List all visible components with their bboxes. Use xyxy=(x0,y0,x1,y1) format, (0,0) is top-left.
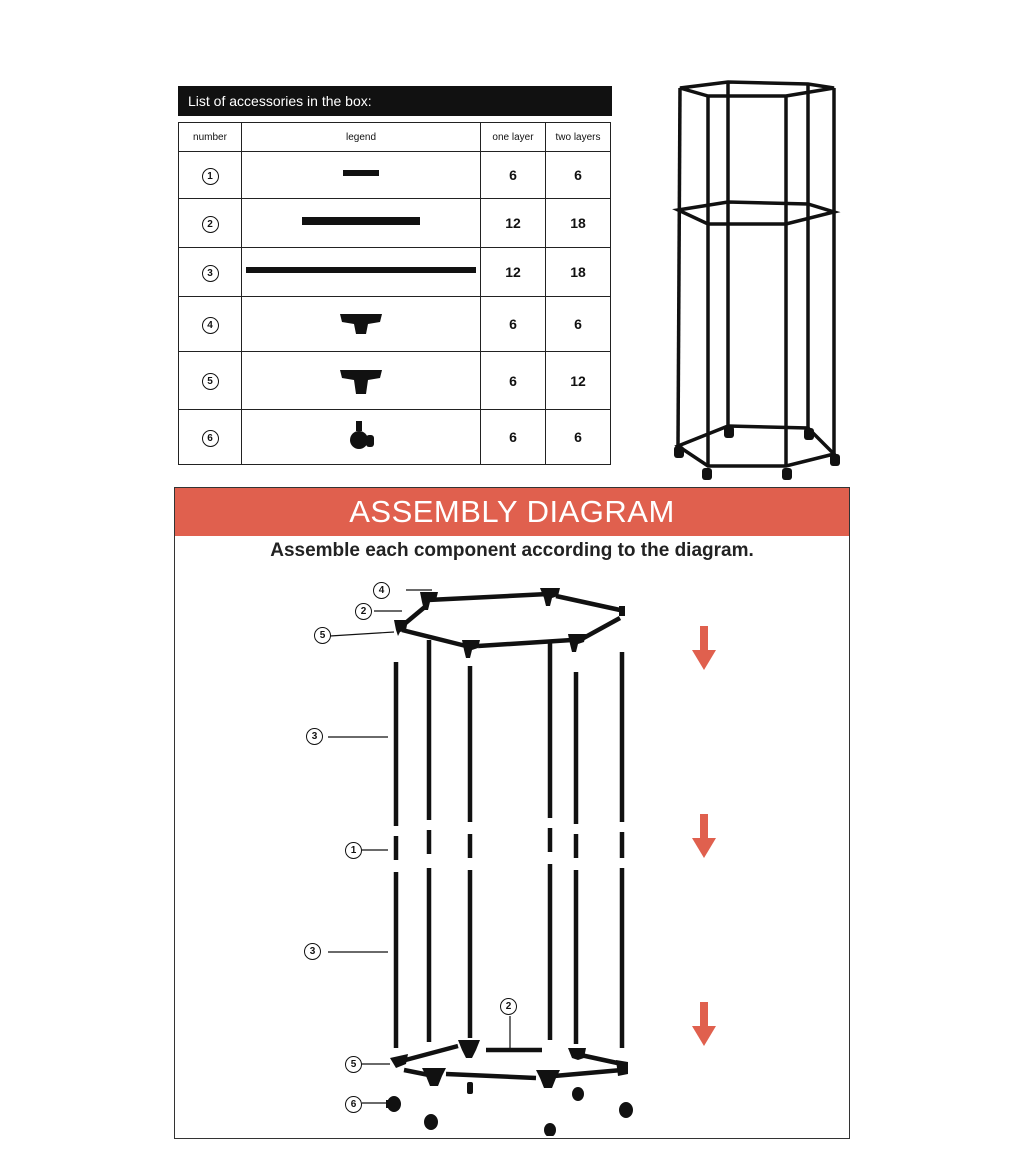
one-layer-count: 6 xyxy=(481,352,546,410)
callout-connector-5-top: 5 xyxy=(314,627,331,644)
table-row xyxy=(179,297,611,352)
top-connector-icon xyxy=(242,300,480,344)
table-row xyxy=(179,352,611,410)
assembled-rack-illustration xyxy=(668,74,848,486)
mid-connector-icon xyxy=(242,356,480,400)
one-layer-count: 12 xyxy=(481,248,546,297)
callout-tube-3-lower: 3 xyxy=(304,943,321,960)
table-row xyxy=(179,248,611,297)
one-layer-count: 6 xyxy=(481,410,546,465)
part-number: 2 xyxy=(202,216,219,233)
callout-connector-5-bottom: 5 xyxy=(345,1056,362,1073)
one-layer-count: 12 xyxy=(481,199,546,248)
header-number: number xyxy=(179,123,242,152)
callout-tube-3-upper: 3 xyxy=(306,728,323,745)
assembly-subtitle: Assemble each component according to the diagram. xyxy=(270,540,754,561)
table-row xyxy=(179,410,611,465)
header-legend: legend xyxy=(242,123,481,152)
medium-tube-icon xyxy=(242,201,480,241)
callout-tube-2-bottom: 2 xyxy=(500,998,517,1015)
assembly-title: ASSEMBLY DIAGRAM xyxy=(175,488,849,536)
part-number: 6 xyxy=(202,430,219,447)
header-two-layers: two layers xyxy=(546,123,611,152)
caster-wheel-icon xyxy=(242,413,480,457)
part-number: 4 xyxy=(202,317,219,334)
long-tube-icon xyxy=(242,250,480,290)
table-row xyxy=(179,152,611,199)
part-number: 1 xyxy=(202,168,219,185)
callout-tube-2-top: 2 xyxy=(355,603,372,620)
short-tube-icon xyxy=(242,153,480,193)
table-header-row xyxy=(179,123,611,152)
callout-connector-4: 4 xyxy=(373,582,390,599)
callout-tube-1: 1 xyxy=(345,842,362,859)
accessories-table xyxy=(178,122,611,465)
two-layer-count: 18 xyxy=(546,199,611,248)
header-one-layer: one layer xyxy=(481,123,546,152)
exploded-assembly-diagram xyxy=(176,570,848,1136)
accessories-title: List of accessories in the box: xyxy=(178,86,612,116)
part-number: 5 xyxy=(202,373,219,390)
two-layer-count: 12 xyxy=(546,352,611,410)
one-layer-count: 6 xyxy=(481,297,546,352)
two-layer-count: 6 xyxy=(546,297,611,352)
two-layer-count: 6 xyxy=(546,410,611,465)
callout-caster-6: 6 xyxy=(345,1096,362,1113)
one-layer-count: 6 xyxy=(481,152,546,199)
two-layer-count: 18 xyxy=(546,248,611,297)
two-layer-count: 6 xyxy=(546,152,611,199)
part-number: 3 xyxy=(202,265,219,282)
table-row xyxy=(179,199,611,248)
